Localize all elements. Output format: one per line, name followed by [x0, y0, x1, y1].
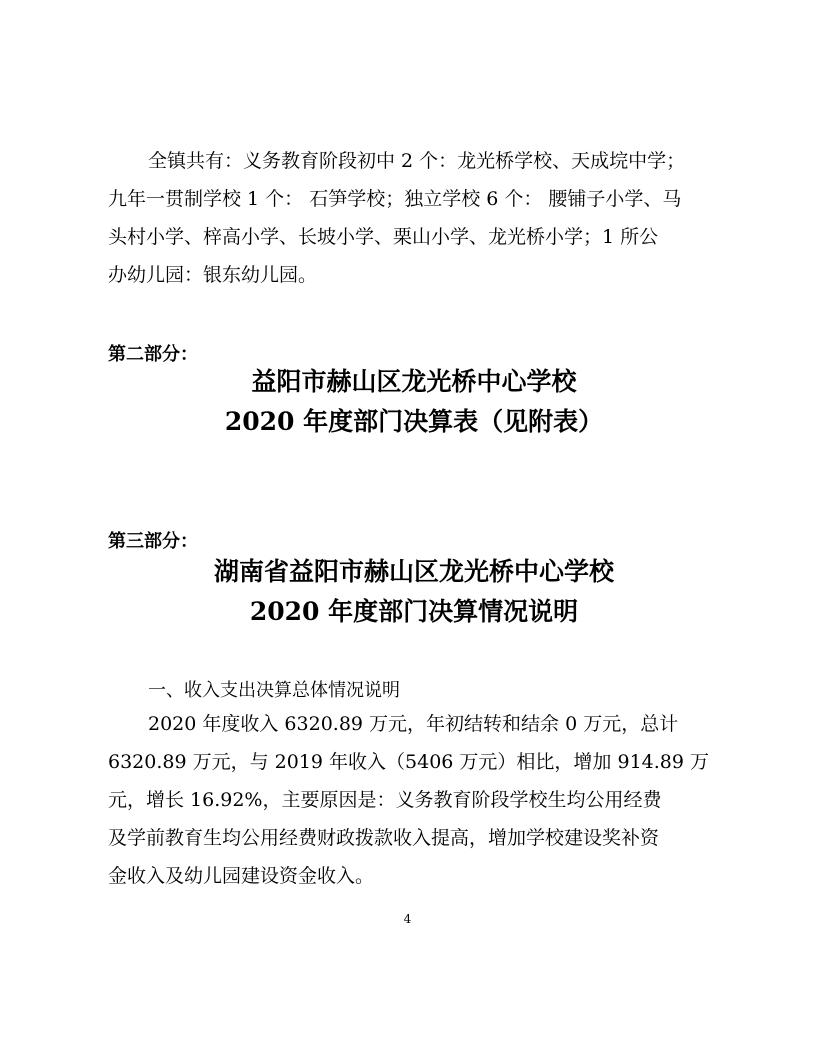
title-line: 2020 年度部门决算情况说明	[249, 597, 579, 626]
part-three-label: 第三部分：	[108, 531, 198, 552]
page-number: 4	[403, 912, 412, 926]
title-line: 湖南省益阳市赫山区龙光桥中心学校	[213, 557, 614, 586]
intro-paragraph	[108, 142, 720, 294]
text-line: 九年一贯制学校 1 个： 石笋学校；独立学校 6 个： 腰铺子小学、马	[108, 188, 682, 210]
text-line: 6320.89 万元，与 2019 年收入（5406 万元）相比，增加 914.89 万	[108, 751, 709, 773]
text-line: 全镇共有：义务教育阶段初中 2 个：龙光桥学校、天成垸中学；	[148, 150, 686, 172]
text-line: 及学前教育生均公用经费财政拨款收入提高，增加学校建设奖补资	[108, 827, 660, 849]
text-line: 2020 年度收入 6320.89 万元，年初结转和结余 0 万元，总计	[148, 713, 679, 735]
section-one-paragraph	[108, 705, 720, 895]
part-three-title	[108, 552, 720, 632]
title-line: 益阳市赫山区龙光桥中心学校	[251, 367, 577, 396]
part-two-title	[108, 362, 720, 442]
text-line: 元，增长 16.92%，主要原因是：义务教育阶段学校生均公用经费	[108, 789, 662, 811]
section-one-heading: 一、收入支出决算总体情况说明	[148, 680, 400, 701]
text-line: 头村小学、梓高小学、长坡小学、栗山小学、龙光桥小学；1 所公	[108, 226, 659, 248]
text-line: 办幼儿园：银东幼儿园。	[108, 264, 318, 286]
title-line: 2020 年度部门决算表（见附表）	[224, 407, 604, 436]
text-line: 金收入及幼儿园建设资金收入。	[108, 865, 375, 887]
part-two-label: 第二部分：	[108, 344, 198, 365]
